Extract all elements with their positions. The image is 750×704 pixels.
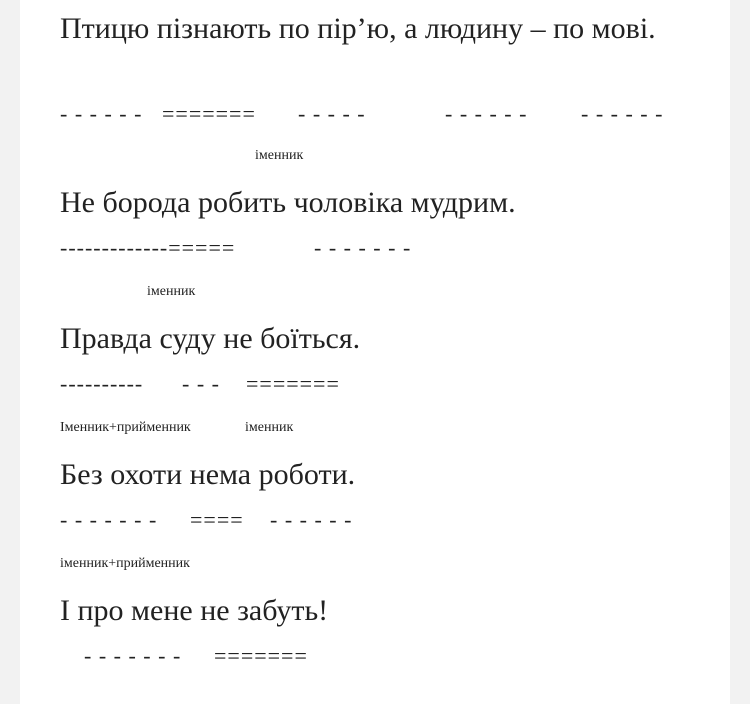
part-of-speech-note: іменник <box>255 148 304 163</box>
underline-mark: - - - - - <box>298 101 366 126</box>
underline-mark: ======= <box>214 643 308 668</box>
underline-mark: - - - - - - - <box>314 235 412 260</box>
underline-mark: ======= <box>162 101 256 126</box>
underline-mark: ---------- <box>60 371 144 396</box>
underline-mark: - - - <box>182 371 220 396</box>
underline-mark: ==== <box>190 507 244 532</box>
underline-mark: - - - - - - <box>445 101 528 126</box>
part-of-speech-note: Іменник+прийменник <box>60 420 191 435</box>
underline-mark: - - - - - - <box>581 101 664 126</box>
document-page <box>20 0 730 704</box>
underline-mark: - - - - - - - <box>84 643 182 668</box>
sentence-5: І про мене не забуть! <box>60 594 329 627</box>
sentence-1: Птицю пізнають по пір’ю, а людину – по мові. <box>60 12 656 45</box>
sentence-4: Без охоти нема роботи. <box>60 458 356 491</box>
underline-mark: -------------===== <box>60 235 236 260</box>
underline-mark: - - - - - - - <box>60 507 158 532</box>
part-of-speech-note: іменник <box>245 420 294 435</box>
part-of-speech-note: іменник <box>147 284 196 299</box>
underline-mark: - - - - - - <box>270 507 353 532</box>
sentence-3: Правда суду не боїться. <box>60 322 361 355</box>
underline-mark: ======= <box>246 371 340 396</box>
part-of-speech-note: іменник+прийменник <box>60 556 190 571</box>
sentence-2: Не борода робить чоловіка мудрим. <box>60 186 516 219</box>
underline-mark: - - - - - - <box>60 101 143 126</box>
